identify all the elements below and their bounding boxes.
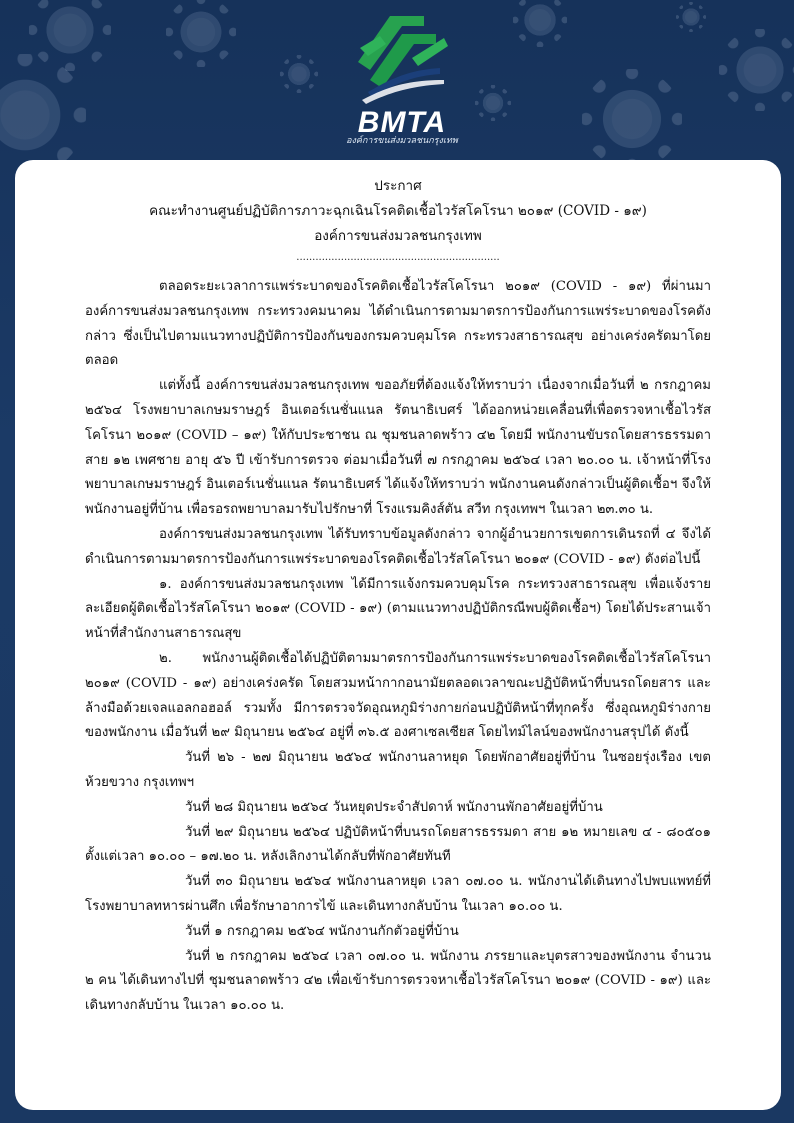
organization-name: องค์การขนส่งมวลชนกรุงเทพ [314, 228, 482, 244]
announcement-header [15, 174, 781, 249]
body-paragraph: วันที่ ๒๙ มิถุนายน ๒๕๖๔ ปฏิบัติหน้าที่บนรถโดยสารธรรมดา สาย ๑๒ หมายเลข ๔ - ๘๐๕๐๑ ตั้งแต่เวลา ๑๐.๐๐ – ๑๗.๒๐ น. หลังเลิกงานได้กลับที่พักอาศัยทันที [85, 824, 711, 865]
virus-decoration [680, 6, 702, 28]
body-paragraph: ตลอดระยะเวลาการแพร่ระบาดของโรคติดเชื้อไวรัสโคโรนา ๒๐๑๙ (COVID - ๑๙) ที่ผ่านมาองค์การขนส่งมวลชนกรุงเทพ กระทรวงคมนาคม ได้ดำเนินการตามมาตรการป้องกันการแพร่ระบาดของโรคดังกล่าว ซึ่งเป็นไปตามแนวทางปฏิบัติการป้องกันของกรมควบคุมโรค กระทรวงสาธารณสุข อย่างเคร่งครัดมาโดยตลอด [85, 279, 711, 369]
body-paragraph: วันที่ ๒๖ - ๒๗ มิถุนายน ๒๕๖๔ พนักงานลาหยุด โดยพักอาศัยอยู่ที่บ้าน ในซอยรุ่งเรือง เขตห้วยขวาง กรุงเทพฯ [85, 750, 711, 790]
body-paragraph: องค์การขนส่งมวลชนกรุงเทพ ได้รับทราบข้อมูลดังกล่าว จากผู้อำนวยการเขตการเดินรถที่ ๔ จึงได้ดำเนินการตามมาตรการป้องกันการแพร่ระบาดของโรคติดเชื้อไวรัสโคโรนา ๒๐๑๙ (COVID - ๑๙) ดังต่อไปนี้ [85, 526, 711, 567]
announcement-label: ประกาศ [374, 178, 422, 194]
announcement-body [85, 275, 711, 1019]
virus-decoration [285, 60, 313, 88]
virus-decoration [520, 0, 560, 40]
virus-decoration [595, 82, 669, 156]
virus-decoration [730, 40, 790, 100]
virus-decoration [480, 90, 506, 116]
body-paragraph: แต่ทั้งนี้ องค์การขนส่งมวลชนกรุงเทพ ขออภัยที่ต้องแจ้งให้ทราบว่า เนื่องจากเมื่อวันที่ ๒ กรกฎาคม ๒๕๖๔ โรงพยาบาลเกษมราษฎร์ อินเตอร์เนชั่นแนล รัตนาธิเบศร์ ได้ออกหน่วยเคลื่อนที่เพื่อตรวจหาเชื้อไวรัสโคโรนา ๒๐๑๙ (COVID – ๑๙) ให้กับประชาชน ณ ชุมชนลาดพร้าว ๔๒ โดยมี พนักงานขับรถโดยสารธรรมดา สาย ๑๒ เพศชาย อายุ ๕๖ ปี เข้ารับการตรวจ ต่อมาเมื่อวันที่ ๗ กรกฎาคม ๒๕๖๔ เวลา ๒๐.๐๐ น. เจ้าหน้าที่โรงพยาบาลเกษมราษฎร์ อินเตอร์เนชั่นแนล รัตนาธิเบศร์ ได้แจ้งให้ทราบว่า พนักงานคนดังกล่าวเป็นผู้ติดเชื้อฯ จึงให้พนักงานอยู่ที่บ้าน เพื่อรอรถพยาบาลมารับไปรักษาที่ โรงแรมคิงส์ตัน สวีท กรุงเทพฯ ในเวลา ๒๓.๓๐ น. [85, 378, 711, 518]
bmta-logo [340, 8, 464, 148]
body-paragraph: ๑. องค์การขนส่งมวลชนกรุงเทพ ได้มีการแจ้งกรมควบคุมโรค กระทรวงสาธารณสุข เพื่อแจ้งรายละเอียดผู้ติดเชื้อไวรัสโคโรนา ๒๐๑๙ (COVID - ๑๙) (ตามแนวทางปฏิบัติกรณีพบผู้ติดเชื้อฯ) โดยได้ประสานเจ้าหน้าที่สำนักงานสาธารณสุข [85, 576, 711, 642]
body-paragraph: ๒. พนักงานผู้ติดเชื้อได้ปฏิบัติตามมาตรการป้องกันการแพร่ระบาดของโรคติดเชื้อไวรัสโคโรนา ๒๐๑๙ (COVID - ๑๙) อย่างเคร่งครัด โดยสวมหน้ากากอนามัยตลอดเวลาขณะปฏิบัติหน้าที่บนรถโดยสาร และล้างมือด้วยเจลแอลกอฮอล์ รวมทั้ง มีการตรวจวัดอุณหภูมิร่างกายก่อนปฏิบัติหน้าที่ทุกครั้ง ซึ่งอุณหภูมิร่างกายของพนักงาน เมื่อวันที่ ๒๙ มิถุนายน ๒๕๖๔ อยู่ที่ ๓๖.๕ องศาเซลเซียส โดยไทม์ไลน์ของพนักงานสรุปได้ ดังนี้ [85, 650, 711, 741]
body-paragraph: วันที่ ๒๘ มิถุนายน ๒๕๖๔ วันหยุดประจำสัปดาห์ พนักงานพักอาศัยอยู่ที่บ้าน [185, 799, 603, 815]
body-paragraph: วันที่ ๓๐ มิถุนายน ๒๕๖๔ พนักงานลาหยุด เวลา ๐๗.๐๐ น. พนักงานได้เดินทางไปพบแพทย์ที่โรงพยาบาลทหารผ่านศึก เพื่อรักษาอาการไข้ และเดินทางกลับบ้าน ในเวลา ๑๐.๐๐ น. [85, 874, 711, 914]
body-paragraph: วันที่ ๒ กรกฎาคม ๒๕๖๔ เวลา ๐๗.๐๐ น. พนักงาน ภรรยาและบุตรสาวของพนักงาน จำนวน ๒ คน ได้เดินทางไปที่ ชุมชนลาดพร้าว ๔๒ เพื่อเข้ารับการตรวจหาเชื้อไวรัสโคโรนา ๒๐๑๙ (COVID - ๑๙) และเดินทางกลับบ้าน ในเวลา ๑๐.๐๐ น. [85, 948, 711, 1014]
logo-subtitle: องค์การขนส่งมวลชนกรุงเทพ [346, 136, 458, 146]
announcement-card [15, 160, 781, 1110]
virus-decoration [40, 0, 100, 60]
header-separator: ................................................................ [296, 252, 500, 263]
announcement-title: คณะทำงานศูนย์ปฏิบัติการภาวะฉุกเฉินโรคติดเชื้อไวรัสโคโรนา ๒๐๑๙ (COVID - ๑๙) [149, 203, 647, 219]
virus-decoration [175, 6, 227, 58]
bmta-logo-icon [340, 8, 464, 108]
logo-text: BMTA [357, 106, 447, 139]
virus-decoration [0, 70, 70, 160]
body-paragraph: วันที่ ๑ กรกฎาคม ๒๕๖๔ พนักงานกักตัวอยู่ที่บ้าน [185, 923, 459, 939]
